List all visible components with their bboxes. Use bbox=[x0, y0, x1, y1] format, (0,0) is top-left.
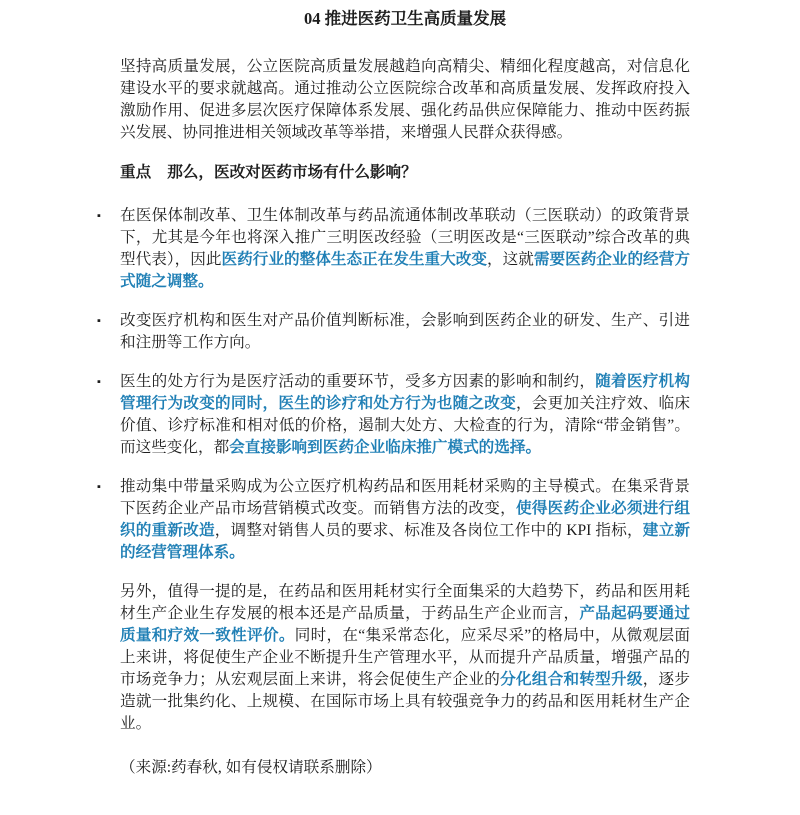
list-item bbox=[97, 476, 690, 564]
heading-label: 重点 bbox=[120, 164, 152, 181]
intro-paragraph: 坚持高质量发展，公立医院高质量发展越趋向高精尖、精细化程度越高，对信息化建设水平的要求就越高。通过推动公立医院综合改革和高质量发展、发挥政府投入激励作用、促进多层次医疗保障体系发展、强化药品供应保障能力、推动中医药振兴发展、协同推进相关领域改革等举措，来增强人民群众获得感。 bbox=[120, 58, 690, 141]
bullet-icon: ▪ bbox=[97, 376, 101, 388]
bullet-text: 医生的处方行为是医疗活动的重要环节，受多方因素的影响和制约，随着医疗机构管理行为改变的同时，医生的诊疗和处方行为也随之改变，会更加关注疗效、临床价值、诊疗标准和相对低的价格，遏制大处方、大检查的行为，清除“带金销售”。而这些变化，都会直接影响到医药企业临床推广模式的选择。 bbox=[120, 373, 690, 456]
bullet-text: 在医保体制改革、卫生体制改革与药品流通体制改革联动（三医联动）的政策背景下，尤其是今年也将深入推广三明医改经验（三明医改是“三医联动”综合改革的典型代表），因此医药行业的整体生态正在发生重大改变，这就需要医药企业的经营方式随之调整。 bbox=[120, 207, 690, 290]
list-item bbox=[97, 371, 690, 459]
bullet-text: 改变医疗机构和医生对产品价值判断标准，会影响到医药企业的研发、生产、引进和注册等工作方向。 bbox=[120, 312, 690, 351]
list-item bbox=[97, 205, 690, 293]
bullet-icon: ▪ bbox=[97, 481, 101, 493]
bullet-icon: ▪ bbox=[97, 315, 101, 327]
bullet-text: 推动集中带量采购成为公立医疗机构药品和医用耗材采购的主导模式。在集采背景下医药企业产品市场营销模式改变。而销售方法的改变，使得医药企业必须进行组织的重新改造，调整对销售人员的要求、标准及各岗位工作中的 KPI 指标，建立新的经营管理体系。 bbox=[120, 478, 690, 561]
heading-question: 那么，医改对医药市场有什么影响？ bbox=[167, 164, 417, 181]
bullet-icon: ▪ bbox=[97, 210, 101, 222]
closing-paragraph: 另外，值得一提的是，在药品和医用耗材实行全面集采的大趋势下，药品和医用耗材生产企业生存发展的根本还是产品质量，于药品生产企业而言，产品起码要通过质量和疗效一致性评价。同时，在“集采常态化，应采尽采”的格局中，从微观层面上来讲，将促使生产企业不断提升生产管理水平，从而提升产品质量，增强产品的市场竞争力；从宏观层面上来讲，将会促使生产企业的分化组合和转型升级，逐步造就一批集约化、上规模、在国际市场上具有较强竞争力的药品和医用耗材生产企业。 bbox=[120, 583, 690, 732]
source-line: （来源:药春秋, 如有侵权请联系删除） bbox=[120, 759, 382, 776]
list-item bbox=[97, 310, 690, 354]
section-heading bbox=[120, 162, 690, 184]
page-title: 04 推进医药卫生高质量发展 bbox=[303, 9, 507, 28]
bullet-list bbox=[97, 205, 690, 564]
